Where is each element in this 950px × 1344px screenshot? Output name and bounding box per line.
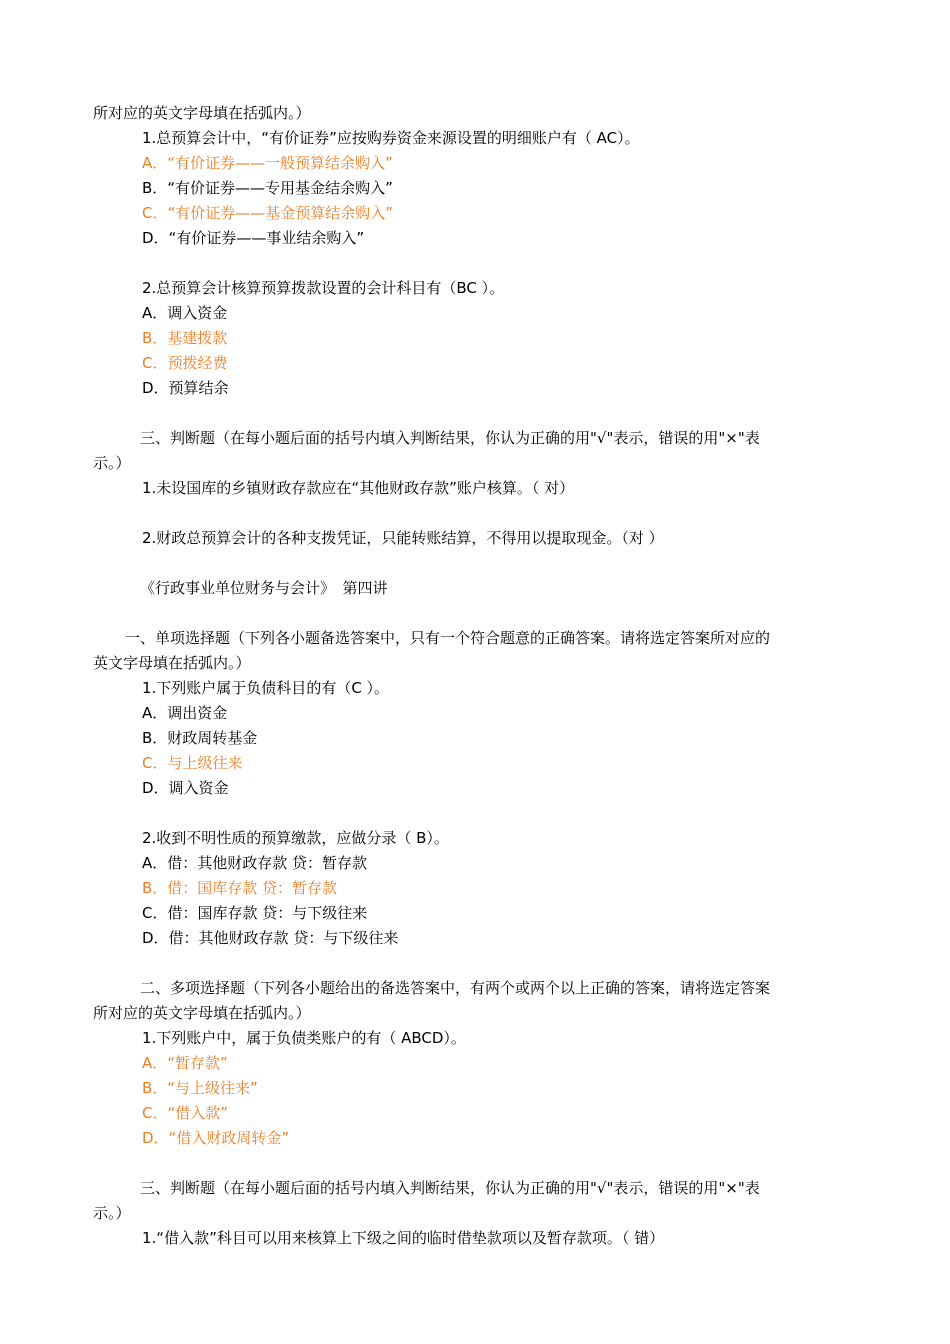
answer-option: D．“有价证券——事业结余购入” xyxy=(142,229,365,247)
text-line: 示。） xyxy=(93,454,131,472)
question-text: 1.“借入款”科目可以用来核算上下级之间的临时借垫款项以及暂存款项。（ 错） xyxy=(142,1229,665,1247)
answer-option-correct: D．“借入财政周转金” xyxy=(142,1129,290,1147)
answer-option: B．财政周转基金 xyxy=(142,729,258,747)
answer-option-correct: C．“有价证券——基金预算结余购入” xyxy=(142,204,394,222)
text-line: 所对应的英文字母填在括弧内。） xyxy=(93,1004,311,1022)
answer-option-correct: A．“有价证券——一般预算结余购入” xyxy=(142,154,393,172)
question-text: 2.财政总预算会计的各种支拨凭证，只能转账结算，不得用以提取现金。（对 ） xyxy=(142,529,664,547)
answer-option-correct: B．借：国库存款 贷：暂存款 xyxy=(142,879,338,897)
question-text: 2.收到不明性质的预算缴款，应做分录（ B）。 xyxy=(142,829,449,847)
question-text: 1.未设国库的乡镇财政存款应在“其他财政存款”账户核算。（ 对） xyxy=(142,479,575,497)
text-line: 所对应的英文字母填在括弧内。） xyxy=(93,104,311,122)
section-heading: 一、单项选择题（下列各小题备选答案中，只有一个符合题意的正确答案。请将选定答案所对应的 xyxy=(125,629,771,647)
lecture-title: 《行政事业单位财务与会计》 第四讲 xyxy=(140,579,388,597)
text-line: 示。） xyxy=(93,1204,131,1222)
answer-option: A．调入资金 xyxy=(142,304,228,322)
question-text: 2.总预算会计核算预算拨款设置的会计科目有（BC ）。 xyxy=(142,279,505,297)
answer-option: D．调入资金 xyxy=(142,779,229,797)
answer-option: A．调出资金 xyxy=(142,704,228,722)
question-text: 1.总预算会计中，“有价证券”应按购券资金来源设置的明细账户有（ AC）。 xyxy=(142,129,640,147)
section-heading: 三、判断题（在每小题后面的括号内填入判断结果，你认为正确的用"√"表示，错误的用"×"表 xyxy=(140,429,760,447)
answer-option: C．借：国库存款 贷：与下级往来 xyxy=(142,904,368,922)
section-heading: 二、多项选择题（下列各小题给出的备选答案中，有两个或两个以上正确的答案，请将选定答案 xyxy=(140,979,771,997)
answer-option: D．借：其他财政存款 贷：与下级往来 xyxy=(142,929,399,947)
answer-option-correct: B．基建拨款 xyxy=(142,329,228,347)
section-heading: 三、判断题（在每小题后面的括号内填入判断结果，你认为正确的用"√"表示，错误的用"×"表 xyxy=(140,1179,760,1197)
answer-option-correct: C．预拨经费 xyxy=(142,354,228,372)
answer-option-correct: C．与上级往来 xyxy=(142,754,243,772)
answer-option-correct: C．“借入款” xyxy=(142,1104,229,1122)
question-text: 1.下列账户属于负债科目的有（C ）。 xyxy=(142,679,390,697)
question-text: 1.下列账户中，属于负债类账户的有（ ABCD）。 xyxy=(142,1029,466,1047)
answer-option: D．预算结余 xyxy=(142,379,229,397)
answer-option: A．借：其他财政存款 贷：暂存款 xyxy=(142,854,368,872)
text-line: 英文字母填在括弧内。） xyxy=(93,654,251,672)
answer-option: B．“有价证券——专用基金结余购入” xyxy=(142,179,393,197)
answer-option-correct: A．“暂存款” xyxy=(142,1054,228,1072)
answer-option-correct: B．“与上级往来” xyxy=(142,1079,258,1097)
